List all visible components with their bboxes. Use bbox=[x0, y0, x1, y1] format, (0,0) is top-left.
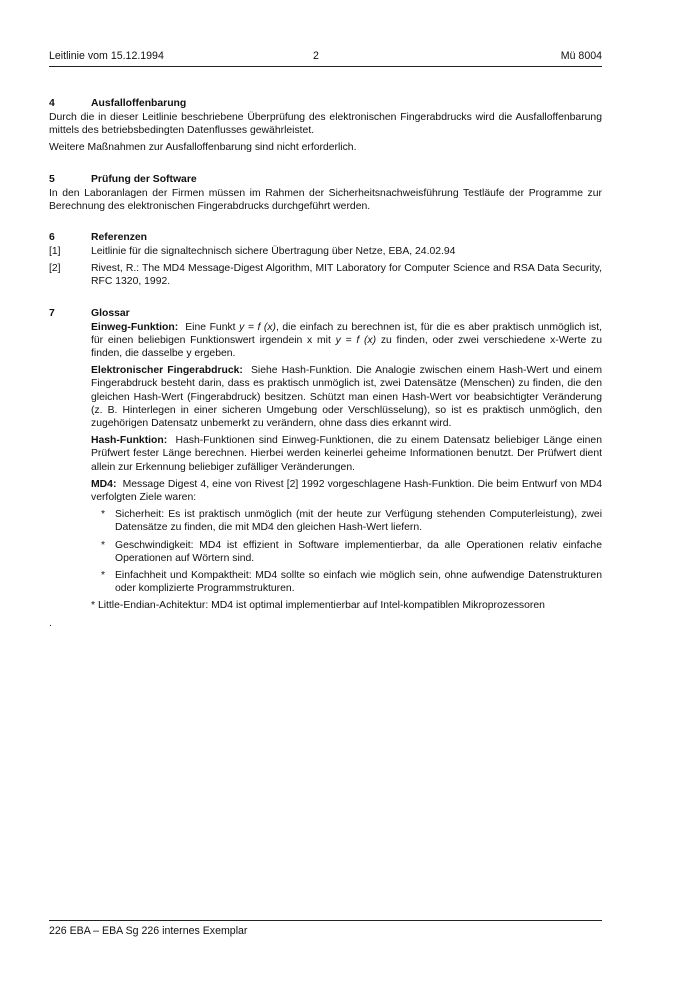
section-number: 5 bbox=[49, 173, 55, 185]
page-header bbox=[49, 50, 602, 64]
list-item bbox=[91, 539, 602, 565]
bullet-marker: * bbox=[101, 509, 106, 521]
stray-dot: . bbox=[49, 617, 52, 629]
section-4-heading bbox=[49, 97, 602, 111]
section-4-paragraph-2: Weitere Maßnahmen zur Ausfalloffenbarung sind nicht erforderlich. bbox=[49, 142, 357, 154]
glossary-entry-einweg: Einweg-Funktion: Eine Funkt y = f (x), die einfach zu berechnen ist, für die es aber praktisch unmöglich ist, für einen beliebigen Funktionswert irgendein x mit y = f (x) zu finden, oder zwei verschiedene x-Werte zu finden, die dasselbe y ergeben. bbox=[91, 321, 602, 360]
glossary-definition: Siehe Hash-Funktion. Die Analogie zwischen einem Hash-Wert und einem Fingerabdruck besteht darin, dass es praktisch unmöglich ist, zwei Datensätze (Menschen) zu finden, die den gleichen Hash-Wert (Fingerabdruck) besitzen. Schützt man einen Hash-Wert vor beabsichtigter Veränderung (z. B. Hinterlegen in einer sicheren Umgebung oder Verschlüsselung), so ist es praktisch unmöglich, den zugehörigen Datensatz unbemerkt zu verändern, ohne dass dies erkannt wird. bbox=[91, 365, 602, 430]
section-6-heading bbox=[49, 231, 602, 245]
glossary-definition: Message Digest 4, eine von Rivest [2] 1992 vorgeschlagene Hash-Funktion. Die beim Entwurf von MD4 verfolgten Ziele waren: bbox=[91, 478, 602, 504]
section-4-paragraph-1: Durch die in dieser Leitlinie beschriebene Überprüfung des elektronischen Fingerabdrucks wird die Ausfalloffenbarung mittels des betriebsbedingten Datenflusses gewährleistet. bbox=[49, 112, 602, 137]
reference-text: Leitlinie für die signaltechnisch sichere Übertragung über Netze, EBA, 24.02.94 bbox=[91, 246, 456, 258]
header-document-title: Leitlinie vom 15.12.1994 bbox=[49, 50, 164, 62]
header-rule bbox=[49, 66, 602, 67]
glossary-definition: Hash-Funktionen sind Einweg-Funktionen, die zu einem Datensatz beliebiger Länge einen Prüfwert fester Länge berechnen. Hierbei werden keinerlei geheime Informationen benutzt. Der Prüfwert dient allein zur Erkennung beliebiger zufälliger Veränderungen. bbox=[91, 435, 602, 473]
glossary-entry-fingerabdruck bbox=[91, 364, 602, 430]
list-item-text: Geschwindigkeit: MD4 ist effizient in Software implementierbar, da alle Operationen relativ einfache Operationen auf Wörtern sind. bbox=[115, 539, 602, 564]
header-document-code: Mü 8004 bbox=[560, 50, 602, 62]
section-number: 7 bbox=[49, 307, 55, 319]
formula: y = f (x) bbox=[335, 334, 377, 346]
list-item-text: Sicherheit: Es ist praktisch unmöglich (mit der heute zur Verfügung stehenden Computerleistung), zwei Datensätze zu finden, die mit MD4 den gleichen Hash-Wert liefern. bbox=[115, 509, 602, 534]
reference-id: [2] bbox=[49, 263, 61, 275]
glossary-term: MD4: bbox=[91, 478, 117, 490]
list-item-text: Einfachheit und Kompaktheit: MD4 sollte so einfach wie möglich sein, ohne aufwendige Datenstrukturen oder komplizierte Programmstrukturen. bbox=[115, 570, 602, 595]
formula: y = f (x) bbox=[239, 321, 276, 333]
glossary-term: Elektronischer Fingerabdruck: bbox=[91, 365, 243, 377]
glossary-term: Hash-Funktion: bbox=[91, 435, 168, 447]
section-title: Prüfung der Software bbox=[91, 173, 197, 185]
glossary-entry-md4 bbox=[91, 478, 602, 504]
section-5-heading bbox=[49, 173, 602, 187]
page-footer: 226 EBA – EBA Sg 226 internes Exemplar bbox=[49, 925, 248, 937]
list-item bbox=[91, 569, 602, 595]
list-item bbox=[91, 599, 602, 612]
list-item-text: Little-Endian-Achitektur: MD4 ist optimal implementierbar auf Intel-kompatiblen Mikroprozessoren bbox=[97, 600, 545, 612]
section-7-heading bbox=[49, 307, 602, 321]
reference-id: [1] bbox=[49, 246, 61, 258]
footer-rule bbox=[49, 920, 602, 921]
section-title: Ausfalloffenbarung bbox=[91, 98, 187, 109]
reference-item bbox=[49, 262, 602, 288]
glossary-entry-hash bbox=[91, 434, 602, 474]
list-item bbox=[91, 508, 602, 534]
section-5-paragraph-1: In den Laboranlagen der Firmen müssen im Rahmen der Sicherheitsnachweisführung Testläufe der Programme zur Berechnung des elektronischen Fingerabdrucks durchgeführt werden. bbox=[49, 187, 602, 212]
bullet-marker: * bbox=[101, 539, 106, 551]
section-number: 6 bbox=[49, 232, 55, 244]
section-title: Referenzen bbox=[91, 232, 148, 244]
header-page-number: 2 bbox=[313, 50, 319, 62]
bullet-marker: * bbox=[91, 600, 96, 612]
glossary-term: Einweg-Funktion: bbox=[91, 321, 179, 333]
reference-item bbox=[49, 245, 602, 258]
reference-text: Rivest, R.: The MD4 Message-Digest Algorithm, MIT Laboratory for Computer Science and RSA Data Security, RFC 1320, 1992. bbox=[91, 263, 602, 288]
section-number: 4 bbox=[49, 98, 55, 109]
glossary bbox=[49, 321, 602, 613]
section-title: Glossar bbox=[91, 307, 130, 319]
bullet-marker: * bbox=[101, 570, 106, 582]
page-body bbox=[49, 97, 602, 630]
